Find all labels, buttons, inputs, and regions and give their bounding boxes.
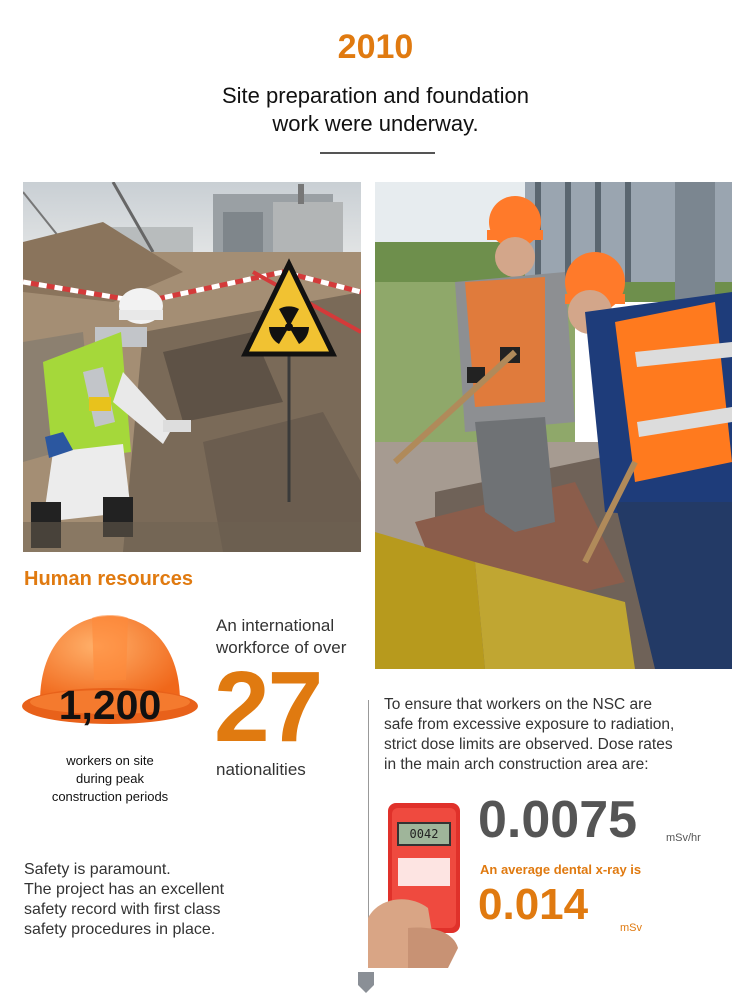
dose-intro-line: strict dose limits are observed. Dose rates: [384, 736, 673, 753]
down-arrow-icon[interactable]: [357, 972, 375, 994]
safety-line: safety procedures in place.: [24, 921, 216, 938]
nationalities-count: 27: [214, 651, 322, 763]
safety-line: Safety is paramount.: [24, 861, 171, 878]
dose-rate-value: 0.0075: [478, 791, 638, 849]
dose-intro-line: safe from excessive exposure to radiation,: [384, 716, 675, 733]
workers-caption-line: construction periods: [51, 789, 169, 804]
intl-line: An international: [216, 616, 335, 635]
safety-line: The project has an excellent: [24, 881, 225, 898]
page-subtitle: [150, 82, 601, 138]
dental-xray-label: An average dental x-ray is: [480, 862, 642, 877]
workers-count: 1,200: [58, 682, 162, 728]
dose-intro-line: in the main arch construction area are:: [384, 756, 649, 773]
intl-line: workforce of over: [216, 638, 347, 657]
dental-xray-unit: mSv: [620, 922, 642, 934]
dose-rate-unit: mSv/hr: [666, 832, 701, 844]
safety-text: [24, 860, 294, 940]
nationalities-label: nationalities: [216, 760, 306, 779]
workers-caption: [22, 752, 198, 806]
photo-workers-shoveling: [375, 182, 732, 669]
safety-line: safety record with first class: [24, 901, 221, 918]
workers-caption-line: workers on site: [66, 753, 154, 768]
year-title: 2010: [337, 28, 414, 66]
dose-intro-text: [384, 695, 734, 775]
dosimeter-photo: [368, 798, 468, 968]
section-title-human-resources: Human resources: [24, 568, 193, 590]
photo-radiation-site: [23, 182, 361, 552]
subtitle-line: Site preparation and foundation: [221, 83, 529, 108]
workers-caption-line: during peak: [76, 771, 144, 786]
dosimeter-display: 0042: [409, 827, 439, 841]
dose-intro-line: To ensure that workers on the NSC are: [384, 696, 652, 713]
dental-xray-value: 0.014: [478, 880, 589, 929]
subtitle-line: work were underway.: [272, 111, 479, 136]
divider: [320, 152, 435, 154]
